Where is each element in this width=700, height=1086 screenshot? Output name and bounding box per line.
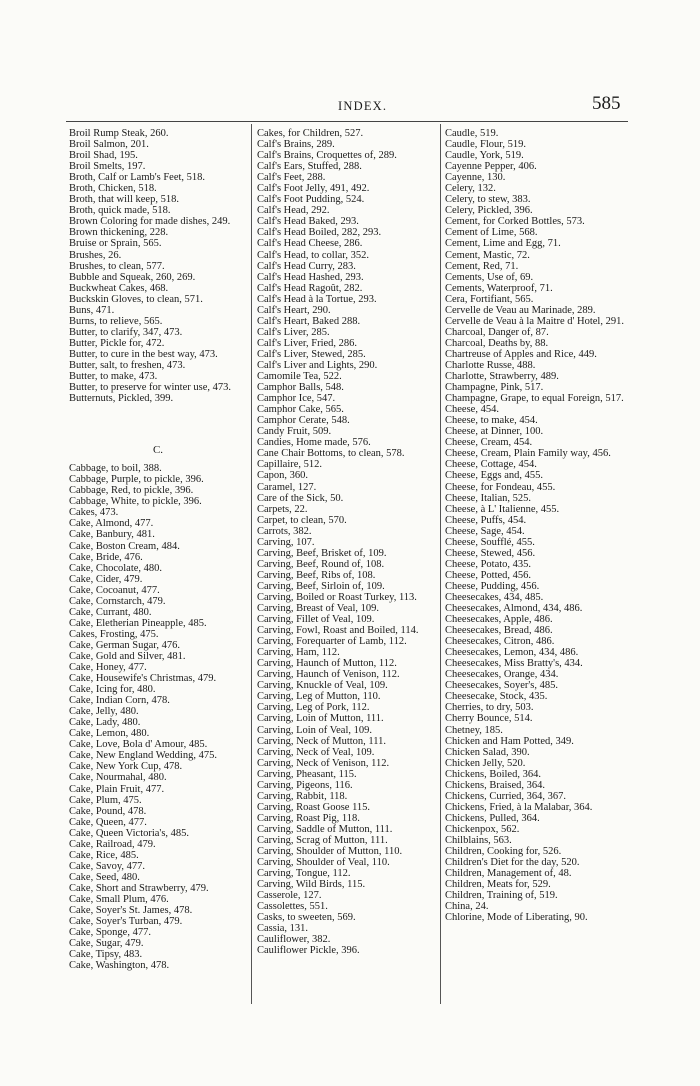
index-entry: Cheesecakes, Soyer's, 485. <box>445 680 558 692</box>
index-entry: Cake, Almond, 477. <box>69 518 154 530</box>
index-entry: Camphor Cerate, 548. <box>257 415 350 427</box>
index-entry: Cheesecake, Stock, 435. <box>445 691 548 703</box>
index-entry: Cherry Bounce, 514. <box>445 713 533 725</box>
index-entry: Children's Diet for the day, 520. <box>445 857 580 869</box>
index-entry: Cake, Banbury, 481. <box>69 529 155 541</box>
index-entry: Broth, that will keep, 518. <box>69 194 179 206</box>
index-entry: Cake, Cornstarch, 479. <box>69 595 166 607</box>
index-entry: Cake, Boston Cream, 484. <box>69 540 180 552</box>
index-entry: Cheesecakes, Lemon, 434, 486. <box>445 647 579 659</box>
index-entry: Cement, Mastic, 72. <box>445 249 530 261</box>
index-entry: Carving, Loin of Mutton, 111. <box>257 713 384 725</box>
index-entry: Cake, Plain Fruit, 477. <box>69 783 165 795</box>
index-entry: Children, Meats for, 529. <box>445 879 551 891</box>
index-entry: Camphor Ice, 547. <box>257 393 336 405</box>
index-entry: Cheese, at Dinner, 100. <box>445 426 544 438</box>
index-entry: Chicken Salad, 390. <box>445 746 530 758</box>
section-gap <box>69 404 247 437</box>
index-entry: Cheesecakes, Miss Bratty's, 434. <box>445 658 583 670</box>
index-entry: Charlotte Russe, 488. <box>445 359 536 371</box>
index-entry: Chilblains, 563. <box>445 835 512 846</box>
index-entry: Bruise or Sprain, 565. <box>69 238 162 250</box>
index-entry: Cake, Soyer's St. James, 478. <box>69 905 193 917</box>
index-entry: Butter, to cure in the best way, 473. <box>69 348 218 360</box>
index-entry: Broth, quick made, 518. <box>69 205 171 217</box>
index-entry: Camphor Cake, 565. <box>257 404 344 416</box>
index-entry: Cheese, Cream, Plain Family way, 456. <box>445 448 611 460</box>
index-entry: Calf's Liver and Lights, 290. <box>257 359 378 371</box>
index-entry: Caramel, 127. <box>257 481 317 493</box>
index-entry: Broil Rump Steak, 260. <box>69 128 169 139</box>
index-entries-b <box>69 128 247 404</box>
index-entry: Cake, Gold and Silver, 481. <box>69 650 186 662</box>
index-entry: Broil Smelts, 197. <box>69 161 146 173</box>
index-entry: Carving, Neck of Mutton, 111. <box>257 735 386 747</box>
index-entry: Cheese, 454. <box>445 404 499 416</box>
index-entry: Carving, 107. <box>257 536 315 548</box>
index-entry: Cake, Housewife's Christmas, 479. <box>69 673 217 685</box>
index-entry: Carving, Leg of Pork, 112. <box>257 702 370 714</box>
page-number: 585 <box>592 93 621 114</box>
index-entry: Cheese, Potato, 435. <box>445 558 532 570</box>
index-entry: Cake, Soyer's Turban, 479. <box>69 916 183 928</box>
index-entry: Butter, salt, to freshen, 473. <box>69 359 186 371</box>
index-entry: Children, Cooking for, 526. <box>445 846 562 858</box>
index-entry: Cake, Tipsy, 483. <box>69 949 143 961</box>
index-entry: Carving, Beef, Sirloin of, 109. <box>257 580 385 592</box>
index-entry: Butter, to clarify, 347, 473. <box>69 326 183 338</box>
index-entry: Cakes, for Children, 527. <box>257 128 364 139</box>
index-entry: Calf's Head Ragoût, 282. <box>257 282 363 294</box>
index-entry: Cabbage, Red, to pickle, 396. <box>69 485 194 497</box>
index-entry: Carving, Forequarter of Lamb, 112. <box>257 636 407 648</box>
index-entry: Carving, Loin of Veal, 109. <box>257 724 372 736</box>
index-entry: Champagne, Grape, to equal Foreign, 517. <box>445 393 624 405</box>
index-entry: Chicken Jelly, 520. <box>445 757 526 769</box>
index-entry: Cake, Chocolate, 480. <box>69 562 163 574</box>
index-entry: Calf's Brains, 289. <box>257 139 335 151</box>
index-entry: Cake, New England Wedding, 475. <box>69 750 217 762</box>
index-entry: Cement, Red, 71. <box>445 260 519 272</box>
index-entry: Brown Coloring for made dishes, 249. <box>69 216 231 228</box>
index-entry: Calf's Head Baked, 293. <box>257 216 359 228</box>
index-entry: Care of the Sick, 50. <box>257 492 344 504</box>
index-entry: Cervelle de Veau à la Maitre d' Hotel, 291. <box>445 315 624 327</box>
index-entry: Candy Fruit, 509. <box>257 426 332 438</box>
index-entry: Cheesecakes, Citron, 486. <box>445 636 555 648</box>
index-entry: Cheese, Cottage, 454. <box>445 459 537 471</box>
index-entry: Broil Salmon, 201. <box>69 139 149 151</box>
index-column-1 <box>69 128 247 971</box>
index-entry: Buckskin Gloves, to clean, 571. <box>69 293 203 305</box>
index-entry: Cake, Icing for, 480. <box>69 684 156 696</box>
index-entry: Chetney, 185. <box>445 724 503 736</box>
index-entry: Caudle, Flour, 519. <box>445 139 526 151</box>
index-entry: Carving, Neck of Venison, 112. <box>257 757 390 769</box>
index-entry: Cake, Cocoanut, 477. <box>69 584 160 596</box>
index-entry: Carving, Neck of Veal, 109. <box>257 746 375 758</box>
index-entry: Children, Management of, 48. <box>445 868 572 880</box>
index-entry: Chickens, Boiled, 364. <box>445 768 541 780</box>
index-entry: Cake, Rice, 485. <box>69 849 139 861</box>
index-entry: Calf's Brains, Croquettes of, 289. <box>257 150 397 162</box>
index-entry: Cake, German Sugar, 476. <box>69 639 180 651</box>
index-entry: Carving, Pigeons, 116. <box>257 779 353 791</box>
index-entry: Cake, Indian Corn, 478. <box>69 695 170 707</box>
index-entry: Calf's Head Cheese, 286. <box>257 238 363 250</box>
index-entry: Cheesecakes, Almond, 434, 486. <box>445 603 583 615</box>
index-entry: Cement, Lime and Egg, 71. <box>445 238 561 250</box>
index-entry: Butter, Pickle for, 472. <box>69 337 165 349</box>
index-entry: Cake, Lemon, 480. <box>69 728 150 740</box>
index-entry: Carpet, to clean, 570. <box>257 514 347 526</box>
index-entry: Broth, Calf or Lamb's Feet, 518. <box>69 172 206 184</box>
index-entry: Calf's Head Boiled, 282, 293. <box>257 227 382 239</box>
index-entry: Carving, Fillet of Veal, 109. <box>257 614 375 626</box>
index-entry: Cheese, Soufflé, 455. <box>445 536 535 548</box>
index-entry: Brushes, to clean, 577. <box>69 260 165 272</box>
index-entry: Cake, Pound, 478. <box>69 805 147 817</box>
index-entry: Chickens, Curried, 364, 367. <box>445 790 567 802</box>
index-entry: Cervelle de Veau au Marinade, 289. <box>445 304 596 316</box>
index-entry: Cayenne Pepper, 406. <box>445 161 537 173</box>
index-entry: Cake, Currant, 480. <box>69 606 152 618</box>
index-entry: Calf's Liver, Stewed, 285. <box>257 348 366 360</box>
index-entry: Calf's Ears, Stuffed, 288. <box>257 161 362 173</box>
index-entry: Calf's Foot Pudding, 524. <box>257 194 365 206</box>
index-entry: Cements, Use of, 69. <box>445 271 534 283</box>
index-entry: Carving, Leg of Mutton, 110. <box>257 691 381 703</box>
section-letter-c: C. <box>152 444 164 457</box>
index-entry: Calf's Heart, Baked 288. <box>257 315 361 327</box>
index-entry: Chartreuse of Apples and Rice, 449. <box>445 348 597 360</box>
index-entry: Cherries, to dry, 503. <box>445 702 534 714</box>
index-entry: Brushes, 26. <box>69 249 122 261</box>
index-entry: Cake, Short and Strawberry, 479. <box>69 882 209 894</box>
index-entry: Cake, Eletherian Pineapple, 485. <box>69 617 207 629</box>
index-entry: Cheese, à L' Italienne, 455. <box>445 503 560 515</box>
index-column-3 <box>445 128 629 923</box>
index-entry: Burns, to relieve, 565. <box>69 315 163 327</box>
index-entry: Cabbage, to boil, 388. <box>69 463 162 475</box>
index-entry: Calf's Head, 292. <box>257 205 330 217</box>
index-entry: Buns, 471. <box>69 304 115 316</box>
index-entry: Cake, Cider, 479. <box>69 573 143 585</box>
index-entry: Calf's Heart, 290. <box>257 304 331 316</box>
index-entry: Cake, Seed, 480. <box>69 871 140 883</box>
index-entry: Cake, Honey, 477. <box>69 662 147 674</box>
index-entry: Cheese, Sage, 454. <box>445 525 525 537</box>
index-entry: Cake, Queen, 477. <box>69 816 147 828</box>
index-entry: Brown thickening, 228. <box>69 227 169 239</box>
index-entry: Casserole, 127. <box>257 890 322 902</box>
index-entry: Cheese, for Fondeau, 455. <box>445 481 556 493</box>
index-entry: Carving, Beef, Brisket of, 109. <box>257 547 387 559</box>
index-entry: Calf's Head Hashed, 293. <box>257 271 364 283</box>
index-entry: Capillaire, 512. <box>257 459 323 471</box>
page-title: INDEX. <box>338 99 388 113</box>
index-entry: Carving, Scrag of Mutton, 111. <box>257 835 388 846</box>
index-entry: Carving, Tongue, 112. <box>257 868 351 880</box>
index-entry: Cakes, Frosting, 475. <box>69 628 159 640</box>
index-entry: Cayenne, 130. <box>445 172 506 184</box>
index-entry: Broil Shad, 195. <box>69 150 138 162</box>
index-entries-c <box>69 463 247 971</box>
index-entry: Cabbage, Purple, to pickle, 396. <box>69 474 204 486</box>
index-entry: Broth, Chicken, 518. <box>69 183 157 195</box>
index-entry: Cement of Lime, 568. <box>445 227 538 239</box>
index-entry: Casks, to sweeten, 569. <box>257 912 356 924</box>
index-entry: Cheese, to make, 454. <box>445 415 538 427</box>
index-entry: Cheese, Potted, 456. <box>445 569 532 581</box>
index-entry: Carrots, 382. <box>257 525 312 537</box>
index-entry: Cauliflower, 382. <box>257 934 331 946</box>
index-entry: Cake, Lady, 480. <box>69 717 141 729</box>
index-entry: Chickens, Pulled, 364. <box>445 812 540 824</box>
index-entry: Carving, Shoulder of Mutton, 110. <box>257 846 403 858</box>
index-entry: Camphor Balls, 548. <box>257 382 344 394</box>
index-entry: Calf's Feet, 288. <box>257 172 326 184</box>
index-entry: Cake, Bride, 476. <box>69 551 143 563</box>
index-entry: Cake, Sugar, 479. <box>69 938 144 950</box>
index-entry: Calf's Head Curry, 283. <box>257 260 356 272</box>
index-entry: Celery, 132. <box>445 183 496 195</box>
index-entry: Carving, Haunch of Mutton, 112. <box>257 658 397 670</box>
index-entry: Calf's Head, to collar, 352. <box>257 249 369 261</box>
index-entries <box>257 128 437 957</box>
index-entry: Carving, Roast Goose 115. <box>257 801 371 813</box>
index-entry: Children, Training of, 519. <box>445 890 558 902</box>
index-entry: Carving, Wild Birds, 115. <box>257 879 366 891</box>
index-entry: Cake, Railroad, 479. <box>69 838 156 850</box>
index-entry: Calf's Liver, Fried, 286. <box>257 337 358 349</box>
index-entry: Charcoal, Deaths by, 88. <box>445 337 549 349</box>
index-entry: Bubble and Squeak, 260, 269. <box>69 271 196 283</box>
column-divider <box>251 124 252 1004</box>
index-entry: Cane Chair Bottoms, to clean, 578. <box>257 448 405 460</box>
index-entry: Calf's Liver, 285. <box>257 326 330 338</box>
index-column-2 <box>257 128 437 957</box>
index-entry: Camomile Tea, 522. <box>257 371 342 383</box>
index-entry: Candies, Home made, 576. <box>257 437 371 449</box>
index-entry: Carpets, 22. <box>257 503 308 515</box>
index-entry: Celery, Pickled, 396. <box>445 205 533 217</box>
index-entry: Cheese, Stewed, 456. <box>445 547 536 559</box>
index-entry: Cake, Queen Victoria's, 485. <box>69 827 190 839</box>
column-divider <box>440 124 441 1004</box>
index-entry: Buckwheat Cakes, 468. <box>69 282 169 294</box>
index-entry: Chlorine, Mode of Liberating, 90. <box>445 912 588 924</box>
index-entry: Cake, Plum, 475. <box>69 794 142 806</box>
index-entry: Butter, to make, 473. <box>69 371 158 383</box>
index-entry: China, 24. <box>445 901 489 913</box>
index-entry: Celery, to stew, 383. <box>445 194 531 206</box>
index-entry: Carving, Breast of Veal, 109. <box>257 603 379 615</box>
index-entry: Calf's Foot Jelly, 491, 492. <box>257 183 370 195</box>
index-entry: Cheese, Italian, 525. <box>445 492 532 504</box>
index-entry: Cake, Savoy, 477. <box>69 860 146 872</box>
index-entry: Carving, Beef, Ribs of, 108. <box>257 569 376 581</box>
index-entry: Cement, for Corked Bottles, 573. <box>445 216 585 228</box>
index-entry: Carving, Beef, Round of, 108. <box>257 558 385 570</box>
index-entry: Cake, Washington, 478. <box>69 960 170 972</box>
index-entry: Butternuts, Pickled, 399. <box>69 393 174 405</box>
index-entry: Carving, Shoulder of Veal, 110. <box>257 857 390 869</box>
running-head <box>0 93 700 119</box>
index-entry: Calf's Head à la Tortue, 293. <box>257 293 377 305</box>
index-entry: Carving, Fowl, Roast and Boiled, 114. <box>257 625 419 637</box>
index-entry: Butter, to preserve for winter use, 473. <box>69 382 231 394</box>
index-entry: Carving, Knuckle of Veal, 109. <box>257 680 388 692</box>
index-entry: Cements, Waterproof, 71. <box>445 282 553 294</box>
index-entry: Carving, Pheasant, 115. <box>257 768 357 780</box>
index-entry: Chickens, Fried, à la Malabar, 364. <box>445 801 593 813</box>
index-entry: Cheese, Eggs and, 455. <box>445 470 543 482</box>
index-entry: Carving, Boiled or Roast Turkey, 113. <box>257 591 417 603</box>
index-entry: Cassia, 131. <box>257 923 309 935</box>
index-entry: Cake, Love, Bola d' Amour, 485. <box>69 739 208 751</box>
index-entry: Cheese, Puffs, 454. <box>445 514 527 526</box>
index-entry: Cheesecakes, Apple, 486. <box>445 614 553 626</box>
index-entry: Chickenpox, 562. <box>445 823 520 835</box>
index-entry: Chicken and Ham Potted, 349. <box>445 735 574 747</box>
index-entry: Carving, Saddle of Mutton, 111. <box>257 823 393 835</box>
index-entry: Cheesecakes, 434, 485. <box>445 591 544 603</box>
index-entry: Caudle, York, 519. <box>445 150 524 162</box>
header-rule <box>66 121 628 122</box>
index-entries <box>445 128 629 923</box>
index-entry: Cakes, 473. <box>69 507 119 519</box>
index-entry: Cake, New York Cup, 478. <box>69 761 183 773</box>
index-entry: Champagne, Pink, 517. <box>445 382 544 394</box>
index-entry: Cheese, Pudding, 456. <box>445 580 540 592</box>
index-entry: Chickens, Braised, 364. <box>445 779 546 791</box>
index-entry: Cake, Small Plum, 476. <box>69 894 169 905</box>
index-entry: Carving, Roast Pig, 118. <box>257 812 360 824</box>
index-entry: Cheesecakes, Orange, 434. <box>445 669 559 681</box>
index-entry: Carving, Haunch of Venison, 112. <box>257 669 400 681</box>
index-entry: Charlotte, Strawberry, 489. <box>445 371 559 383</box>
index-entry: Capon, 360. <box>257 470 309 482</box>
index-entry: Cera, Fortifiant, 565. <box>445 293 534 305</box>
index-entry: Cake, Nourmahal, 480. <box>69 772 167 784</box>
index-entry: Cabbage, White, to pickle, 396. <box>69 496 202 508</box>
index-entry: Cake, Sponge, 477. <box>69 927 151 939</box>
index-entry: Cake, Jelly, 480. <box>69 706 139 718</box>
index-entry: Carving, Ham, 112. <box>257 647 340 659</box>
index-entry: Cheesecakes, Bread, 486. <box>445 625 553 637</box>
index-entry: Cassolettes, 551. <box>257 901 328 913</box>
index-entry: Caudle, 519. <box>445 128 499 139</box>
index-entry: Carving, Rabbit, 118. <box>257 790 348 802</box>
index-entry: Cheese, Cream, 454. <box>445 437 533 449</box>
index-entry: Charcoal, Danger of, 87. <box>445 326 549 338</box>
index-entry: Cauliflower Pickle, 396. <box>257 945 360 957</box>
